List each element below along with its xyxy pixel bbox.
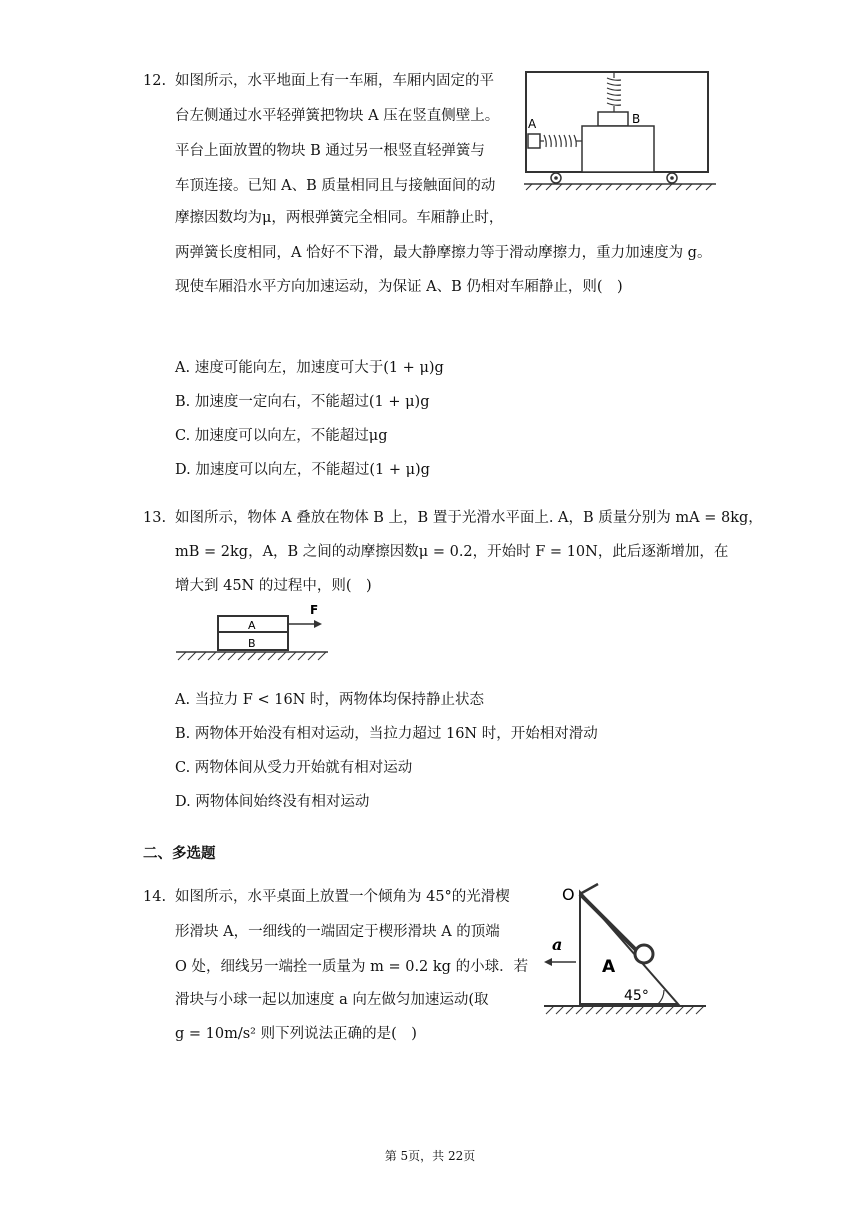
q13-figure-blocks	[172, 602, 332, 668]
q12-line-5: 摩擦因数均为μ，两根弹簧完全相同。车厢静止时，	[175, 210, 504, 226]
q14-line-1: 如图所示，水平桌面上放置一个倾角为 45°的光滑楔	[175, 889, 510, 905]
q14-line-5: g = 10m/s² 则下列说法正确的是( )	[175, 1026, 417, 1042]
platform	[582, 126, 654, 172]
q12-option-d[interactable]: D. 加速度可以向左，不能超过(1 + μ)g	[175, 462, 430, 478]
q14-label-angle: 45°	[624, 988, 649, 1004]
q12-figure-cart	[518, 68, 718, 192]
q13-number: 13.	[143, 510, 167, 526]
q14-line-2: 形滑块 A，一细线的一端固定于楔形滑块 A 的顶端	[175, 924, 500, 940]
q14-line-3: O 处，细线另一端拴一质量为 m = 0.2 kg 的小球．若	[175, 959, 529, 975]
q13-line-2: mB = 2kg，A，B 之间的动摩擦因数μ = 0.2，开始时 F = 10N，此后逐渐增加，在	[175, 544, 729, 560]
q12-option-b[interactable]: B. 加速度一定向右，不能超过(1 + μ)g	[175, 394, 430, 410]
q12-line-7: 现使车厢沿水平方向加速运动，为保证 A、B 仍相对车厢静止，则( )	[175, 279, 623, 295]
q12-line-6: 两弹簧长度相同，A 恰好不下滑，最大静摩擦力等于滑动摩擦力，重力加速度为 g。	[175, 245, 712, 261]
q13-option-d[interactable]: D. 两物体间始终没有相对运动	[175, 794, 370, 810]
q13-option-c[interactable]: C. 两物体间从受力开始就有相对运动	[175, 760, 413, 776]
q12-line-1: 如图所示，水平地面上有一车厢，车厢内固定的平	[175, 73, 494, 89]
q13-option-a[interactable]: A. 当拉力 F < 16N 时，两物体均保持静止状态	[175, 692, 484, 708]
q13-label-f: F	[310, 603, 319, 617]
q12-label-a: A	[528, 117, 537, 131]
q13-option-b[interactable]: B. 两物体开始没有相对运动，当拉力超过 16N 时，开始相对滑动	[175, 726, 598, 742]
q12-line-3: 平台上面放置的物块 B 通过另一根竖直轻弹簧与	[175, 143, 485, 159]
q12-line-4: 车顶连接。已知 A、B 质量相同且与接触面间的动	[175, 178, 496, 194]
q14-label-o: O	[562, 885, 575, 904]
block-a	[528, 134, 540, 148]
q14-number: 14.	[143, 889, 167, 905]
page-footer: 第 5页，共 22页	[384, 1149, 476, 1163]
q12-option-c[interactable]: C. 加速度可以向左，不能超过μg	[175, 428, 388, 444]
q12-number: 12.	[143, 73, 167, 89]
section-heading-multiple-choice: 二、多选题	[143, 846, 216, 862]
q13-label-b: B	[248, 637, 256, 650]
q13-line-1: 如图所示，物体 A 叠放在物体 B 上，B 置于光滑水平面上. A，B 质量分别为 mA = 8kg，	[175, 510, 763, 526]
q13-line-3: 增大到 45N 的过程中，则( )	[175, 578, 372, 594]
q12-label-b: B	[632, 112, 641, 126]
q12-line-2: 台左侧通过水平轻弹簧把物块 A 压在竖直侧壁上。	[175, 108, 500, 124]
q14-line-4: 滑块与小球一起以加速度 a 向左做匀加速运动(取	[175, 992, 489, 1008]
q14-figure-wedge	[540, 880, 710, 1020]
q12-option-a[interactable]: A. 速度可能向左，加速度可大于(1 + μ)g	[175, 360, 444, 376]
q13-label-a: A	[248, 619, 256, 632]
q14-label-wedge-a: A	[602, 957, 616, 977]
q14-label-accel: a	[552, 935, 563, 954]
block-b	[598, 112, 628, 126]
